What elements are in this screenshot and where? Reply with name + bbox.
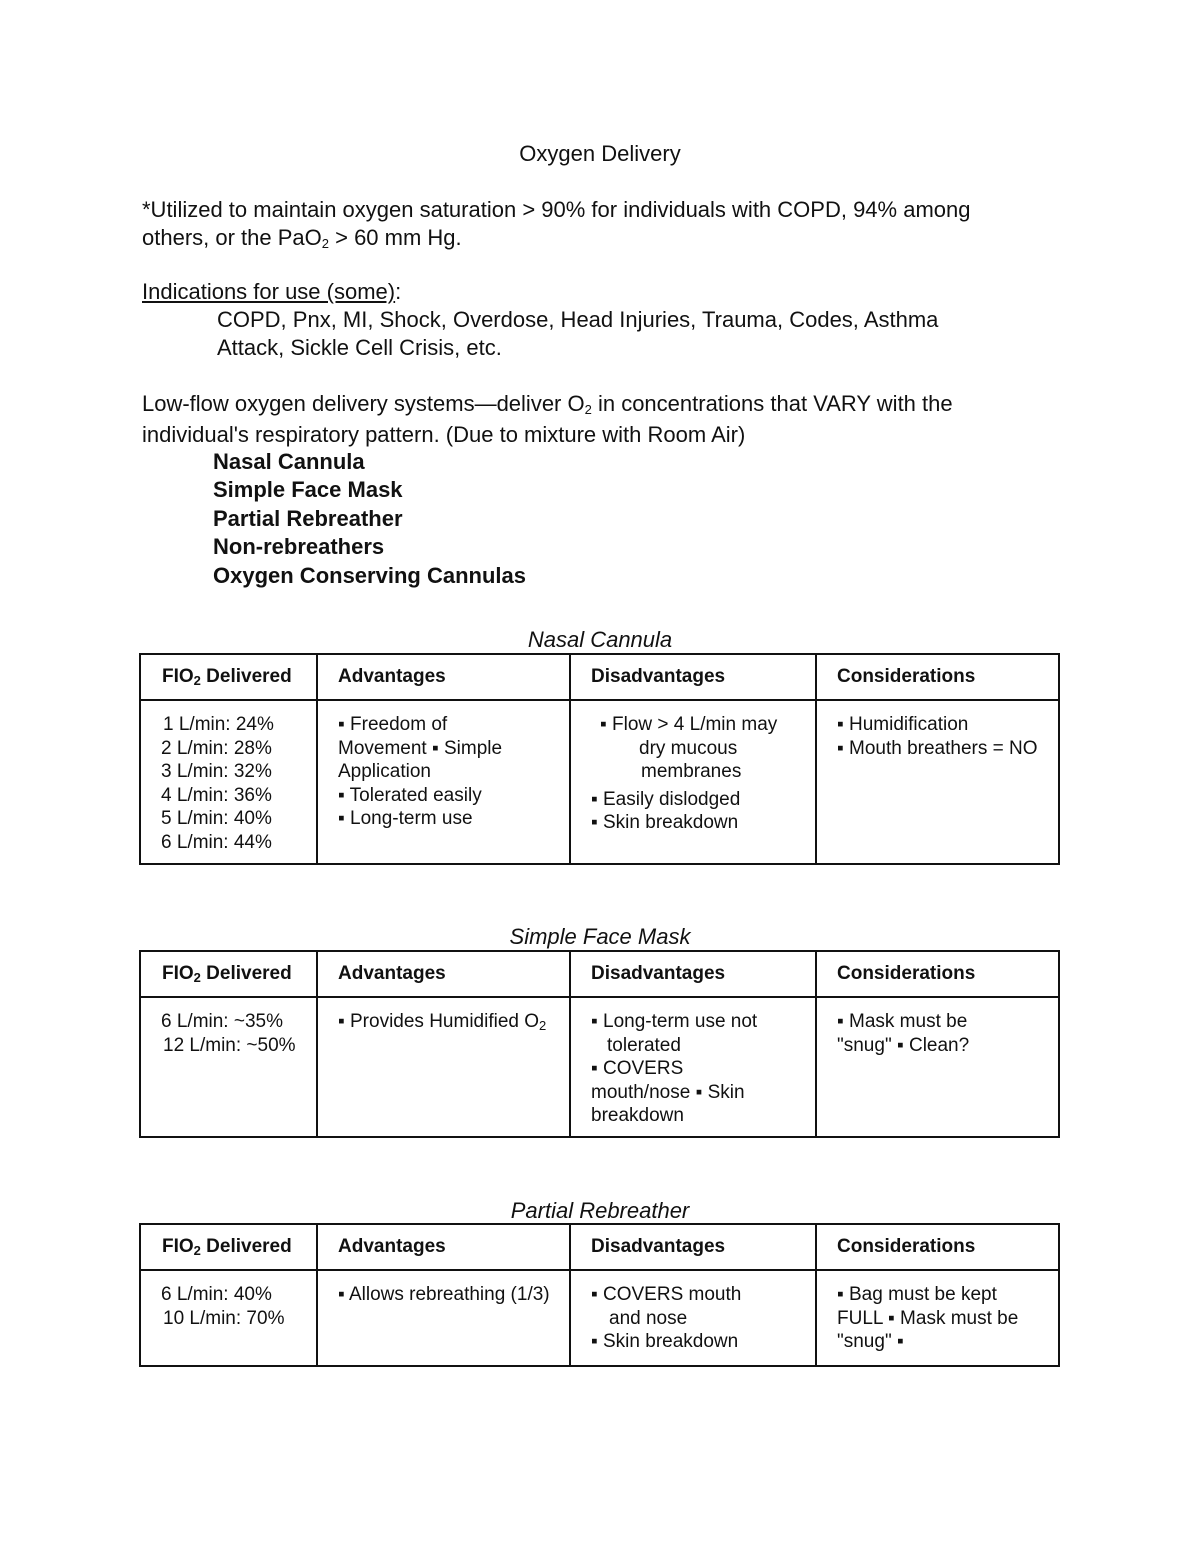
fio2-value: 10 L/min: 70% — [163, 1307, 285, 1329]
lowflow-line-1-a: Low-flow oxygen delivery systems—deliver O — [142, 391, 585, 416]
table-row — [140, 1270, 1059, 1366]
table-caption-nasal-cannula: Nasal Cannula — [527, 627, 673, 652]
intro-line-2-end: > 60 mm Hg. — [329, 225, 462, 250]
fio2-value: 2 L/min: 28% — [161, 737, 272, 759]
fio2-value: 6 L/min: 44% — [161, 831, 272, 853]
cell-considerations — [816, 997, 1059, 1137]
header-fio2-end: Delivered — [200, 1236, 292, 1257]
indications-heading — [142, 278, 1062, 306]
intro-paragraph — [142, 196, 1062, 255]
header-fio2-end: Delivered — [200, 666, 292, 687]
indications-line-2: Attack, Sickle Cell Crisis, etc. — [217, 335, 502, 360]
system-item: Nasal Cannula — [213, 449, 365, 474]
header-considerations: Considerations — [816, 951, 1059, 997]
disadvantage-text: and nose — [609, 1307, 688, 1329]
consideration-text: "snug" ▪ — [837, 1331, 904, 1353]
disadvantage-text: ▪ Skin breakdown — [591, 812, 739, 834]
subscript: 2 — [539, 1018, 547, 1033]
system-item: Simple Face Mask — [213, 477, 403, 503]
indications-colon: : — [395, 279, 402, 304]
lowflow-line-1 — [142, 390, 1082, 421]
header-fio2-text: FIO — [162, 1236, 194, 1257]
cell-fio2 — [140, 1270, 317, 1366]
advantage-text: Movement ▪ Simple — [338, 737, 503, 759]
advantage-text: ▪ Long-term use — [338, 808, 473, 830]
header-fio2 — [140, 951, 317, 997]
cell-considerations — [816, 1270, 1059, 1366]
fio2-value: 1 L/min: 24% — [163, 714, 274, 735]
header-disadvantages: Disadvantages — [570, 1224, 816, 1270]
header-advantages: Advantages — [317, 1224, 570, 1270]
advantage-text: ▪ Allows rebreathing (1/3) — [338, 1284, 550, 1305]
cell-advantages — [317, 1270, 570, 1366]
consideration-text: FULL ▪ Mask must be — [837, 1307, 1019, 1329]
header-disadvantages: Disadvantages — [570, 951, 816, 997]
header-fio2-end: Delivered — [200, 963, 292, 984]
fio2-value: 3 L/min: 32% — [161, 761, 272, 783]
consideration-text: ▪ Mask must be — [837, 1011, 968, 1032]
advantage-text — [338, 1010, 559, 1035]
cell-advantages — [317, 700, 570, 864]
disadvantage-text: mouth/nose ▪ Skin — [591, 1081, 745, 1103]
advantage-text: ▪ Freedom of — [338, 714, 448, 735]
consideration-text: "snug" ▪ Clean? — [837, 1034, 970, 1056]
consideration-text: ▪ Humidification — [837, 714, 969, 735]
header-advantages: Advantages — [317, 951, 570, 997]
page-title: Oxygen Delivery — [519, 141, 681, 166]
cell-advantages — [317, 997, 570, 1137]
table-nasal-cannula — [139, 653, 1060, 865]
intro-line-1: *Utilized to maintain oxygen saturation > 90% for individuals with COPD, 94% among — [142, 197, 971, 222]
header-fio2-text: FIO — [162, 963, 194, 984]
table-caption-simple-face-mask: Simple Face Mask — [509, 924, 691, 949]
system-item: Partial Rebreather — [213, 505, 403, 531]
systems-list — [213, 448, 526, 590]
table-header-row — [140, 1224, 1059, 1270]
disadvantage-text: ▪ Flow > 4 L/min may — [600, 714, 778, 735]
consideration-text: ▪ Mouth breathers = NO — [837, 737, 1038, 759]
cell-considerations — [816, 700, 1059, 864]
lowflow-line-2: individual's respiratory pattern. (Due to mixture with Room Air) — [142, 422, 746, 447]
table-row — [140, 700, 1059, 864]
system-item: Oxygen Conserving Cannulas — [213, 562, 526, 588]
intro-line-2 — [142, 224, 1062, 255]
subscript: 2 — [193, 673, 201, 688]
header-considerations: Considerations — [816, 654, 1059, 700]
table-caption-partial-rebreather: Partial Rebreather — [510, 1198, 690, 1223]
subscript: 2 — [584, 402, 592, 417]
table-row — [140, 997, 1059, 1137]
disadvantage-text: ▪ Long-term use not — [591, 1011, 758, 1032]
table-simple-face-mask — [139, 950, 1060, 1138]
cell-disadvantages — [570, 1270, 816, 1366]
disadvantage-text: ▪ COVERS mouth — [591, 1284, 742, 1305]
fio2-value: 6 L/min: 40% — [161, 1284, 272, 1305]
indications-heading-text: Indications for use (some) — [142, 279, 396, 304]
advantage-text: ▪ Tolerated easily — [338, 784, 482, 806]
disadvantage-text: ▪ COVERS — [591, 1058, 684, 1080]
cell-fio2 — [140, 997, 317, 1137]
fio2-value: 6 L/min: ~35% — [161, 1011, 283, 1032]
cell-fio2 — [140, 700, 317, 864]
header-fio2 — [140, 654, 317, 700]
disadvantage-text: breakdown — [591, 1105, 684, 1127]
header-advantages: Advantages — [317, 654, 570, 700]
disadvantage-text: ▪ Skin breakdown — [591, 1331, 739, 1353]
advantage-text-main: ▪ Provides Humidified O — [338, 1011, 540, 1032]
subscript: 2 — [193, 970, 201, 985]
indications-list — [217, 306, 1037, 362]
lowflow-line-1-b: in concentrations that VARY with the — [591, 391, 953, 416]
fio2-value: 5 L/min: 40% — [161, 808, 272, 830]
disadvantage-text: membranes — [641, 761, 742, 783]
header-fio2 — [140, 1224, 317, 1270]
cell-disadvantages — [570, 700, 816, 864]
header-considerations: Considerations — [816, 1224, 1059, 1270]
system-item: Non-rebreathers — [213, 534, 385, 560]
table-partial-rebreather — [139, 1223, 1060, 1367]
intro-line-2-text: others, or the PaO — [142, 225, 322, 250]
header-disadvantages: Disadvantages — [570, 654, 816, 700]
lowflow-paragraph — [142, 390, 1082, 449]
cell-disadvantages — [570, 997, 816, 1137]
fio2-value: 12 L/min: ~50% — [163, 1034, 296, 1056]
advantage-text: Application — [338, 761, 431, 783]
indications-line-1: COPD, Pnx, MI, Shock, Overdose, Head Injuries, Trauma, Codes, Asthma — [217, 307, 939, 332]
disadvantage-text: dry mucous — [639, 737, 738, 759]
disadvantage-text: ▪ Easily dislodged — [591, 788, 741, 810]
consideration-text: ▪ Bag must be kept — [837, 1284, 997, 1305]
table-header-row — [140, 951, 1059, 997]
table-header-row — [140, 654, 1059, 700]
fio2-value: 4 L/min: 36% — [161, 784, 272, 806]
subscript: 2 — [193, 1243, 201, 1258]
header-fio2-text: FIO — [162, 666, 194, 687]
disadvantage-text: tolerated — [607, 1034, 681, 1056]
subscript: 2 — [321, 236, 329, 251]
